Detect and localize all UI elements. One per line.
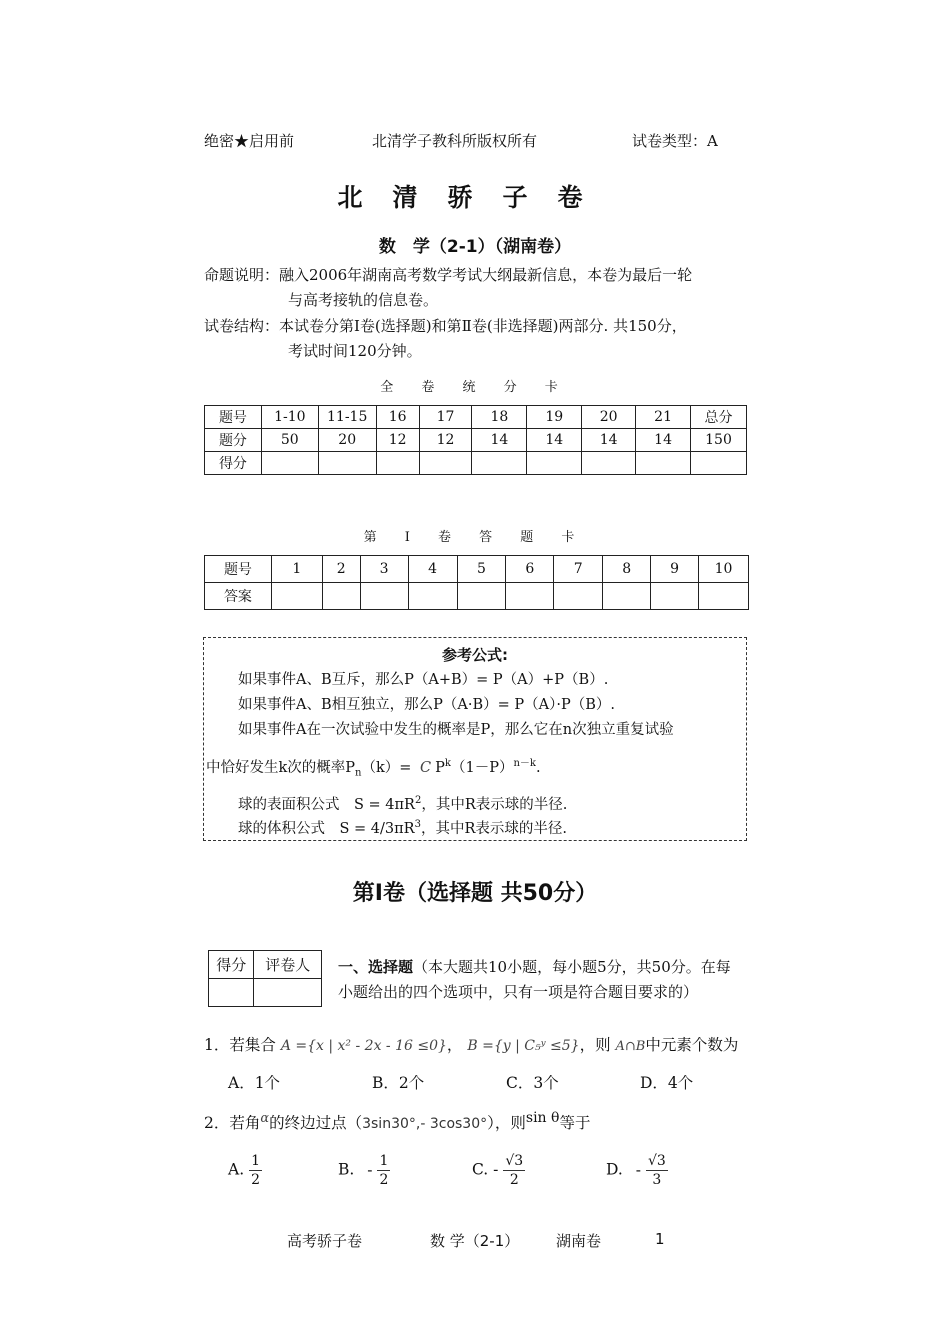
q1-intersection: A∩B bbox=[615, 1039, 646, 1054]
formula-sphere-volume bbox=[238, 817, 567, 838]
grader-name-label: 评卷人 bbox=[254, 951, 322, 979]
grader-score-cell[interactable] bbox=[209, 979, 254, 1007]
grader-box bbox=[208, 950, 322, 1007]
section1-instructions-line2: 小题给出的四个选项中，只有一项是符合题目要求的） bbox=[338, 983, 699, 1001]
formula-text: ，其中R表示球的半径. bbox=[420, 821, 567, 837]
fraction-one-half bbox=[377, 1152, 390, 1189]
combination-symbol: C bbox=[420, 759, 432, 776]
q2-option-a[interactable] bbox=[228, 1152, 262, 1189]
formula-mutually-exclusive: 如果事件A、B互斥，那么P（A+B）= P（A）+P（B）. bbox=[238, 672, 609, 688]
formula-text: 球的表面积公式 S = 4πR bbox=[238, 797, 415, 813]
q2-mid2: ），则 bbox=[487, 1114, 526, 1133]
page-title: 北清骄子卷 bbox=[337, 183, 613, 212]
row-label: 得分 bbox=[205, 452, 262, 475]
fraction-sqrt3-over-3 bbox=[646, 1152, 668, 1189]
formula-sphere-surface bbox=[238, 793, 567, 814]
denominator: 2 bbox=[251, 1172, 260, 1188]
table-cell: 6 bbox=[506, 556, 554, 583]
score-card-table bbox=[204, 405, 747, 475]
answer-input-cell[interactable] bbox=[603, 583, 651, 610]
table-cell: 5 bbox=[457, 556, 506, 583]
table-cell: 1 bbox=[271, 556, 322, 583]
row-label: 题号 bbox=[205, 406, 262, 429]
table-cell: 8 bbox=[603, 556, 651, 583]
denominator: 2 bbox=[379, 1172, 389, 1188]
score-card-row-points bbox=[205, 429, 747, 452]
denominator: 3 bbox=[652, 1172, 662, 1188]
score-input-cell[interactable] bbox=[582, 452, 636, 475]
score-input-cell[interactable] bbox=[636, 452, 691, 475]
table-cell: 14 bbox=[472, 429, 527, 452]
header-copyright: 北清学子教科所版权所有 bbox=[372, 132, 538, 150]
answer-input-cell[interactable] bbox=[360, 583, 408, 610]
score-card-row-scores bbox=[205, 452, 747, 475]
table-cell: 20 bbox=[582, 406, 636, 429]
footer-name: 高考骄子卷 bbox=[287, 1232, 363, 1250]
q1-mid: ，则 bbox=[579, 1036, 611, 1054]
table-cell: 17 bbox=[419, 406, 472, 429]
table-cell: 14 bbox=[527, 429, 582, 452]
row-label: 题分 bbox=[205, 429, 262, 452]
page-subtitle: 数 学（2-1）（湖南卷） bbox=[378, 237, 572, 257]
q2-alpha: α bbox=[260, 1111, 270, 1126]
answer-card-row-answers bbox=[205, 583, 749, 610]
option-letter: B. bbox=[338, 1160, 355, 1179]
intro-line-1: 命题说明：融入2006年湖南高考数学考试大纲最新信息，本卷为最后一轮 bbox=[204, 266, 693, 284]
reference-formulas-box bbox=[203, 637, 747, 841]
score-input-cell[interactable] bbox=[472, 452, 527, 475]
formula-bernoulli-line1: 如果事件A在一次试验中发生的概率是P，那么它在n次独立重复试验 bbox=[238, 722, 674, 738]
answer-input-cell[interactable] bbox=[506, 583, 554, 610]
denominator: 2 bbox=[509, 1172, 519, 1188]
answer-input-cell[interactable] bbox=[322, 583, 360, 610]
formula-text: 中恰好发生k次的概率P bbox=[206, 759, 356, 776]
formulas-title: 参考公式: bbox=[442, 646, 508, 664]
table-cell: 150 bbox=[691, 429, 747, 452]
formula-text: （1－P） bbox=[450, 759, 514, 776]
answer-card-row-numbers bbox=[205, 556, 749, 583]
row-label: 答案 bbox=[205, 583, 272, 610]
score-input-cell[interactable] bbox=[691, 452, 747, 475]
formula-superscript: 2 bbox=[414, 795, 422, 807]
score-input-cell[interactable] bbox=[261, 452, 318, 475]
answer-card-caption: 第 I 卷 答 题 卡 bbox=[363, 530, 587, 545]
fraction-one-half bbox=[249, 1152, 262, 1189]
table-cell: 10 bbox=[699, 556, 749, 583]
q1-option-a[interactable]: A．1个 bbox=[228, 1074, 281, 1092]
formula-superscript: k bbox=[444, 758, 451, 769]
answer-card-table bbox=[204, 555, 749, 610]
footer-subject: 数 学（2-1） bbox=[430, 1232, 520, 1250]
formula-text: . bbox=[535, 759, 541, 776]
option-letter: A. bbox=[228, 1160, 245, 1179]
q1-suffix: 中元素个数为 bbox=[645, 1036, 739, 1054]
option-letter: C. bbox=[472, 1160, 489, 1179]
header-confidential: 绝密★启用前 bbox=[204, 132, 295, 150]
q1-set-b: B ={y | C₅ʸ ≤5} bbox=[467, 1038, 580, 1054]
intro-line-4: 考试时间120分钟。 bbox=[288, 342, 422, 360]
table-cell: 14 bbox=[582, 429, 636, 452]
q2-suffix: 等于 bbox=[559, 1114, 591, 1133]
table-cell: 12 bbox=[376, 429, 419, 452]
formula-independent: 如果事件A、B相互独立，那么P（A·B）= P（A）·P（B）. bbox=[238, 697, 615, 713]
minus-sign: - bbox=[367, 1160, 373, 1179]
intro-line-2: 与高考接轨的信息卷。 bbox=[288, 291, 439, 309]
row-label: 题号 bbox=[205, 556, 272, 583]
q2-option-d[interactable] bbox=[606, 1152, 668, 1189]
table-cell: 3 bbox=[360, 556, 408, 583]
grader-name-cell[interactable] bbox=[254, 979, 322, 1007]
score-card-caption: 全 卷 统 分 卡 bbox=[380, 380, 570, 395]
answer-input-cell[interactable] bbox=[699, 583, 749, 610]
section1-label: 一、选择题 bbox=[338, 958, 414, 976]
numerator: √3 bbox=[647, 1153, 666, 1169]
table-cell: 20 bbox=[318, 429, 376, 452]
table-cell: 9 bbox=[651, 556, 699, 583]
option-letter: D. bbox=[606, 1160, 623, 1179]
question-1 bbox=[204, 1033, 738, 1055]
q1-option-d[interactable]: D．4个 bbox=[640, 1074, 694, 1092]
score-card-row-numbers bbox=[205, 406, 747, 429]
question-2 bbox=[204, 1110, 590, 1133]
footer-page-number: 1 bbox=[655, 1230, 665, 1248]
answer-input-cell[interactable] bbox=[271, 583, 322, 610]
footer-region: 湖南卷 bbox=[556, 1232, 602, 1250]
header-paper-type: 试卷类型：A bbox=[632, 132, 718, 150]
table-cell: 7 bbox=[554, 556, 603, 583]
score-input-cell[interactable] bbox=[376, 452, 419, 475]
formula-text: ，其中R表示球的半径. bbox=[421, 797, 568, 813]
answer-input-cell[interactable] bbox=[408, 583, 457, 610]
q2-option-b[interactable] bbox=[338, 1152, 390, 1189]
formula-superscript: n－k bbox=[513, 758, 536, 769]
answer-input-cell[interactable] bbox=[554, 583, 603, 610]
answer-input-cell[interactable] bbox=[457, 583, 506, 610]
score-input-cell[interactable] bbox=[527, 452, 582, 475]
score-input-cell[interactable] bbox=[318, 452, 376, 475]
q1-option-c[interactable]: C．3个 bbox=[506, 1074, 559, 1092]
section1-text: （本大题共10小题，每小题5分，共50分。在每 bbox=[413, 958, 731, 976]
formula-subscript: n bbox=[355, 767, 362, 779]
answer-input-cell[interactable] bbox=[651, 583, 699, 610]
table-cell: 11-15 bbox=[318, 406, 376, 429]
section1-instructions-line1 bbox=[338, 955, 731, 979]
q2-prefix: 2．若角 bbox=[204, 1114, 261, 1133]
numerator: √3 bbox=[505, 1153, 524, 1169]
q1-sep: ， bbox=[446, 1036, 463, 1054]
table-cell: 18 bbox=[472, 406, 527, 429]
table-cell: 4 bbox=[408, 556, 457, 583]
formula-text: （k）= bbox=[361, 759, 412, 776]
table-cell: 2 bbox=[322, 556, 360, 583]
formula-text: P bbox=[435, 759, 445, 776]
table-cell: 12 bbox=[419, 429, 472, 452]
score-input-cell[interactable] bbox=[419, 452, 472, 475]
table-cell: 19 bbox=[527, 406, 582, 429]
formula-text: 球的体积公式 S = 4/3πR bbox=[238, 821, 415, 837]
table-cell: 50 bbox=[261, 429, 318, 452]
fraction-sqrt3-over-2 bbox=[503, 1152, 525, 1189]
numerator: 1 bbox=[251, 1153, 260, 1169]
q1-set-a: A ={x | x² - 2x - 16 ≤0} bbox=[280, 1038, 447, 1054]
table-cell: 总分 bbox=[691, 406, 747, 429]
table-cell: 14 bbox=[636, 429, 691, 452]
q1-prefix: 1．若集合 bbox=[204, 1036, 276, 1054]
formula-bernoulli-line2 bbox=[206, 754, 541, 779]
numerator: 1 bbox=[379, 1153, 389, 1169]
q1-option-b[interactable]: B．2个 bbox=[372, 1074, 425, 1092]
section-title: 第Ⅰ卷（选择题 共50分） bbox=[352, 881, 598, 906]
q2-sin-theta: sin θ bbox=[525, 1110, 560, 1126]
table-cell: 16 bbox=[376, 406, 419, 429]
q2-point: 3sin30°,- 3cos30° bbox=[362, 1116, 488, 1133]
minus-sign: - bbox=[635, 1160, 641, 1179]
table-cell: 21 bbox=[636, 406, 691, 429]
intro-line-3: 试卷结构：本试卷分第Ⅰ卷(选择题)和第Ⅱ卷(非选择题)两部分. 共150分， bbox=[204, 317, 687, 335]
formula-superscript: 3 bbox=[414, 819, 421, 831]
q2-mid: 的终边过点（ bbox=[269, 1114, 363, 1133]
minus-sign: - bbox=[493, 1160, 499, 1179]
q2-option-c[interactable] bbox=[472, 1152, 525, 1189]
grader-score-label: 得分 bbox=[209, 951, 254, 979]
table-cell: 1-10 bbox=[261, 406, 318, 429]
